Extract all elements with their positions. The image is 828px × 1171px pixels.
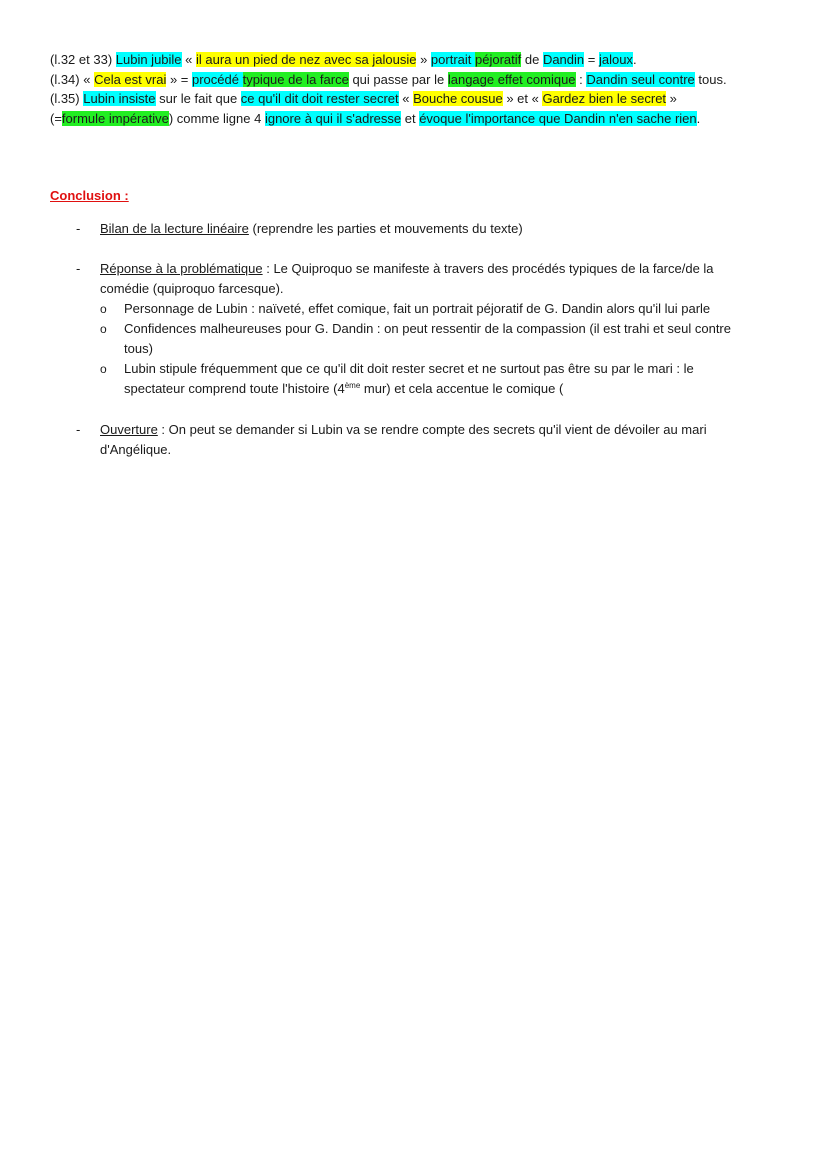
conclusion-title: Conclusion : — [50, 188, 129, 203]
bilan-label: Bilan de la lecture linéaire — [100, 221, 249, 236]
circle-bullet: o — [100, 362, 107, 376]
highlight-cyan: jaloux — [598, 52, 633, 67]
highlight-cyan: Dandin — [542, 52, 585, 67]
highlight-cyan: Dandin seul contre — [586, 71, 695, 87]
sub-item: o Lubin stipule fréquemment que ce qu'il dit doit rester secret et ne surtout pas être su par le mari : le spectateur comprend toute l'histoire (4ème mur) et cela accentue le comique ( — [100, 361, 694, 396]
list-item-ouverture: - Ouverture : On peut se demander si Lubin va se rendre compte des secrets qu'il vient de dévoiler au mari d'Angélique. — [76, 422, 707, 457]
sub-item: o Confidences malheureuses pour G. Dandin : on peut ressentir de la compassion (il est trahi et seul contre tous) — [100, 321, 731, 356]
dash-bullet: - — [76, 261, 81, 276]
highlight-cyan: Lubin insiste — [83, 91, 156, 107]
highlight-yellow: Bouche cousue — [413, 91, 503, 107]
highlight-cyan: Lubin jubile — [115, 52, 182, 67]
highlight-green: langage effet comique — [447, 71, 576, 87]
text-line: (l.32 et 33) Lubin jubile « il aura un pied de nez avec sa jalousie » portrait péjoratif de Dandin = jaloux. — [50, 52, 637, 67]
highlight-cyan: procédé — [192, 71, 243, 87]
highlight-yellow: Cela est vrai — [94, 71, 167, 87]
text-line: (=formule impérative) comme ligne 4 ignore à qui il s'adresse et évoque l'importance que Dandin n'en sache rien. — [50, 110, 701, 126]
highlight-cyan: ignore à qui il s'adresse — [264, 110, 402, 126]
sub-item: o Personnage de Lubin : naïveté, effet comique, fait un portrait péjoratif de G. Dandin alors qu'il lui parle — [100, 299, 780, 319]
highlight-green: typique de la farce — [242, 71, 349, 87]
list-item-bilan: - Bilan de la lecture linéaire (reprendre les parties et mouvements du texte) — [76, 219, 776, 239]
circle-bullet: o — [100, 322, 107, 336]
dash-bullet: - — [76, 422, 81, 437]
analysis-paragraph — [50, 50, 790, 128]
highlight-yellow: il aura un pied de nez avec sa jalousie — [196, 52, 417, 67]
highlight-cyan: ce qu'il dit doit rester secret — [240, 91, 399, 107]
text-line: (l.34) « Cela est vrai » = procédé typique de la farce qui passe par le langage effet comique : Dandin seul contre tous. — [50, 71, 727, 87]
ouverture-label: Ouverture — [100, 422, 158, 437]
text-line: (l.35) Lubin insiste sur le fait que ce qu'il dit doit rester secret « Bouche cousue » et « Gardez bien le secret » — [50, 91, 677, 107]
highlight-cyan: évoque l'importance que Dandin n'en sache rien — [419, 110, 697, 126]
highlight-cyan: portrait — [430, 52, 475, 67]
highlight-green: péjoratif — [475, 52, 522, 67]
highlight-yellow: Gardez bien le secret — [542, 91, 667, 107]
highlight-green: formule impérative — [61, 110, 169, 126]
circle-bullet: o — [100, 302, 107, 316]
list-item-reponse: - Réponse à la problématique : Le Quiproquo se manifeste à travers des procédés typiques de la farce/de la comédie (quiproquo farcesque). — [76, 261, 714, 296]
dash-bullet: - — [76, 221, 81, 236]
reponse-label: Réponse à la problématique — [100, 261, 263, 276]
